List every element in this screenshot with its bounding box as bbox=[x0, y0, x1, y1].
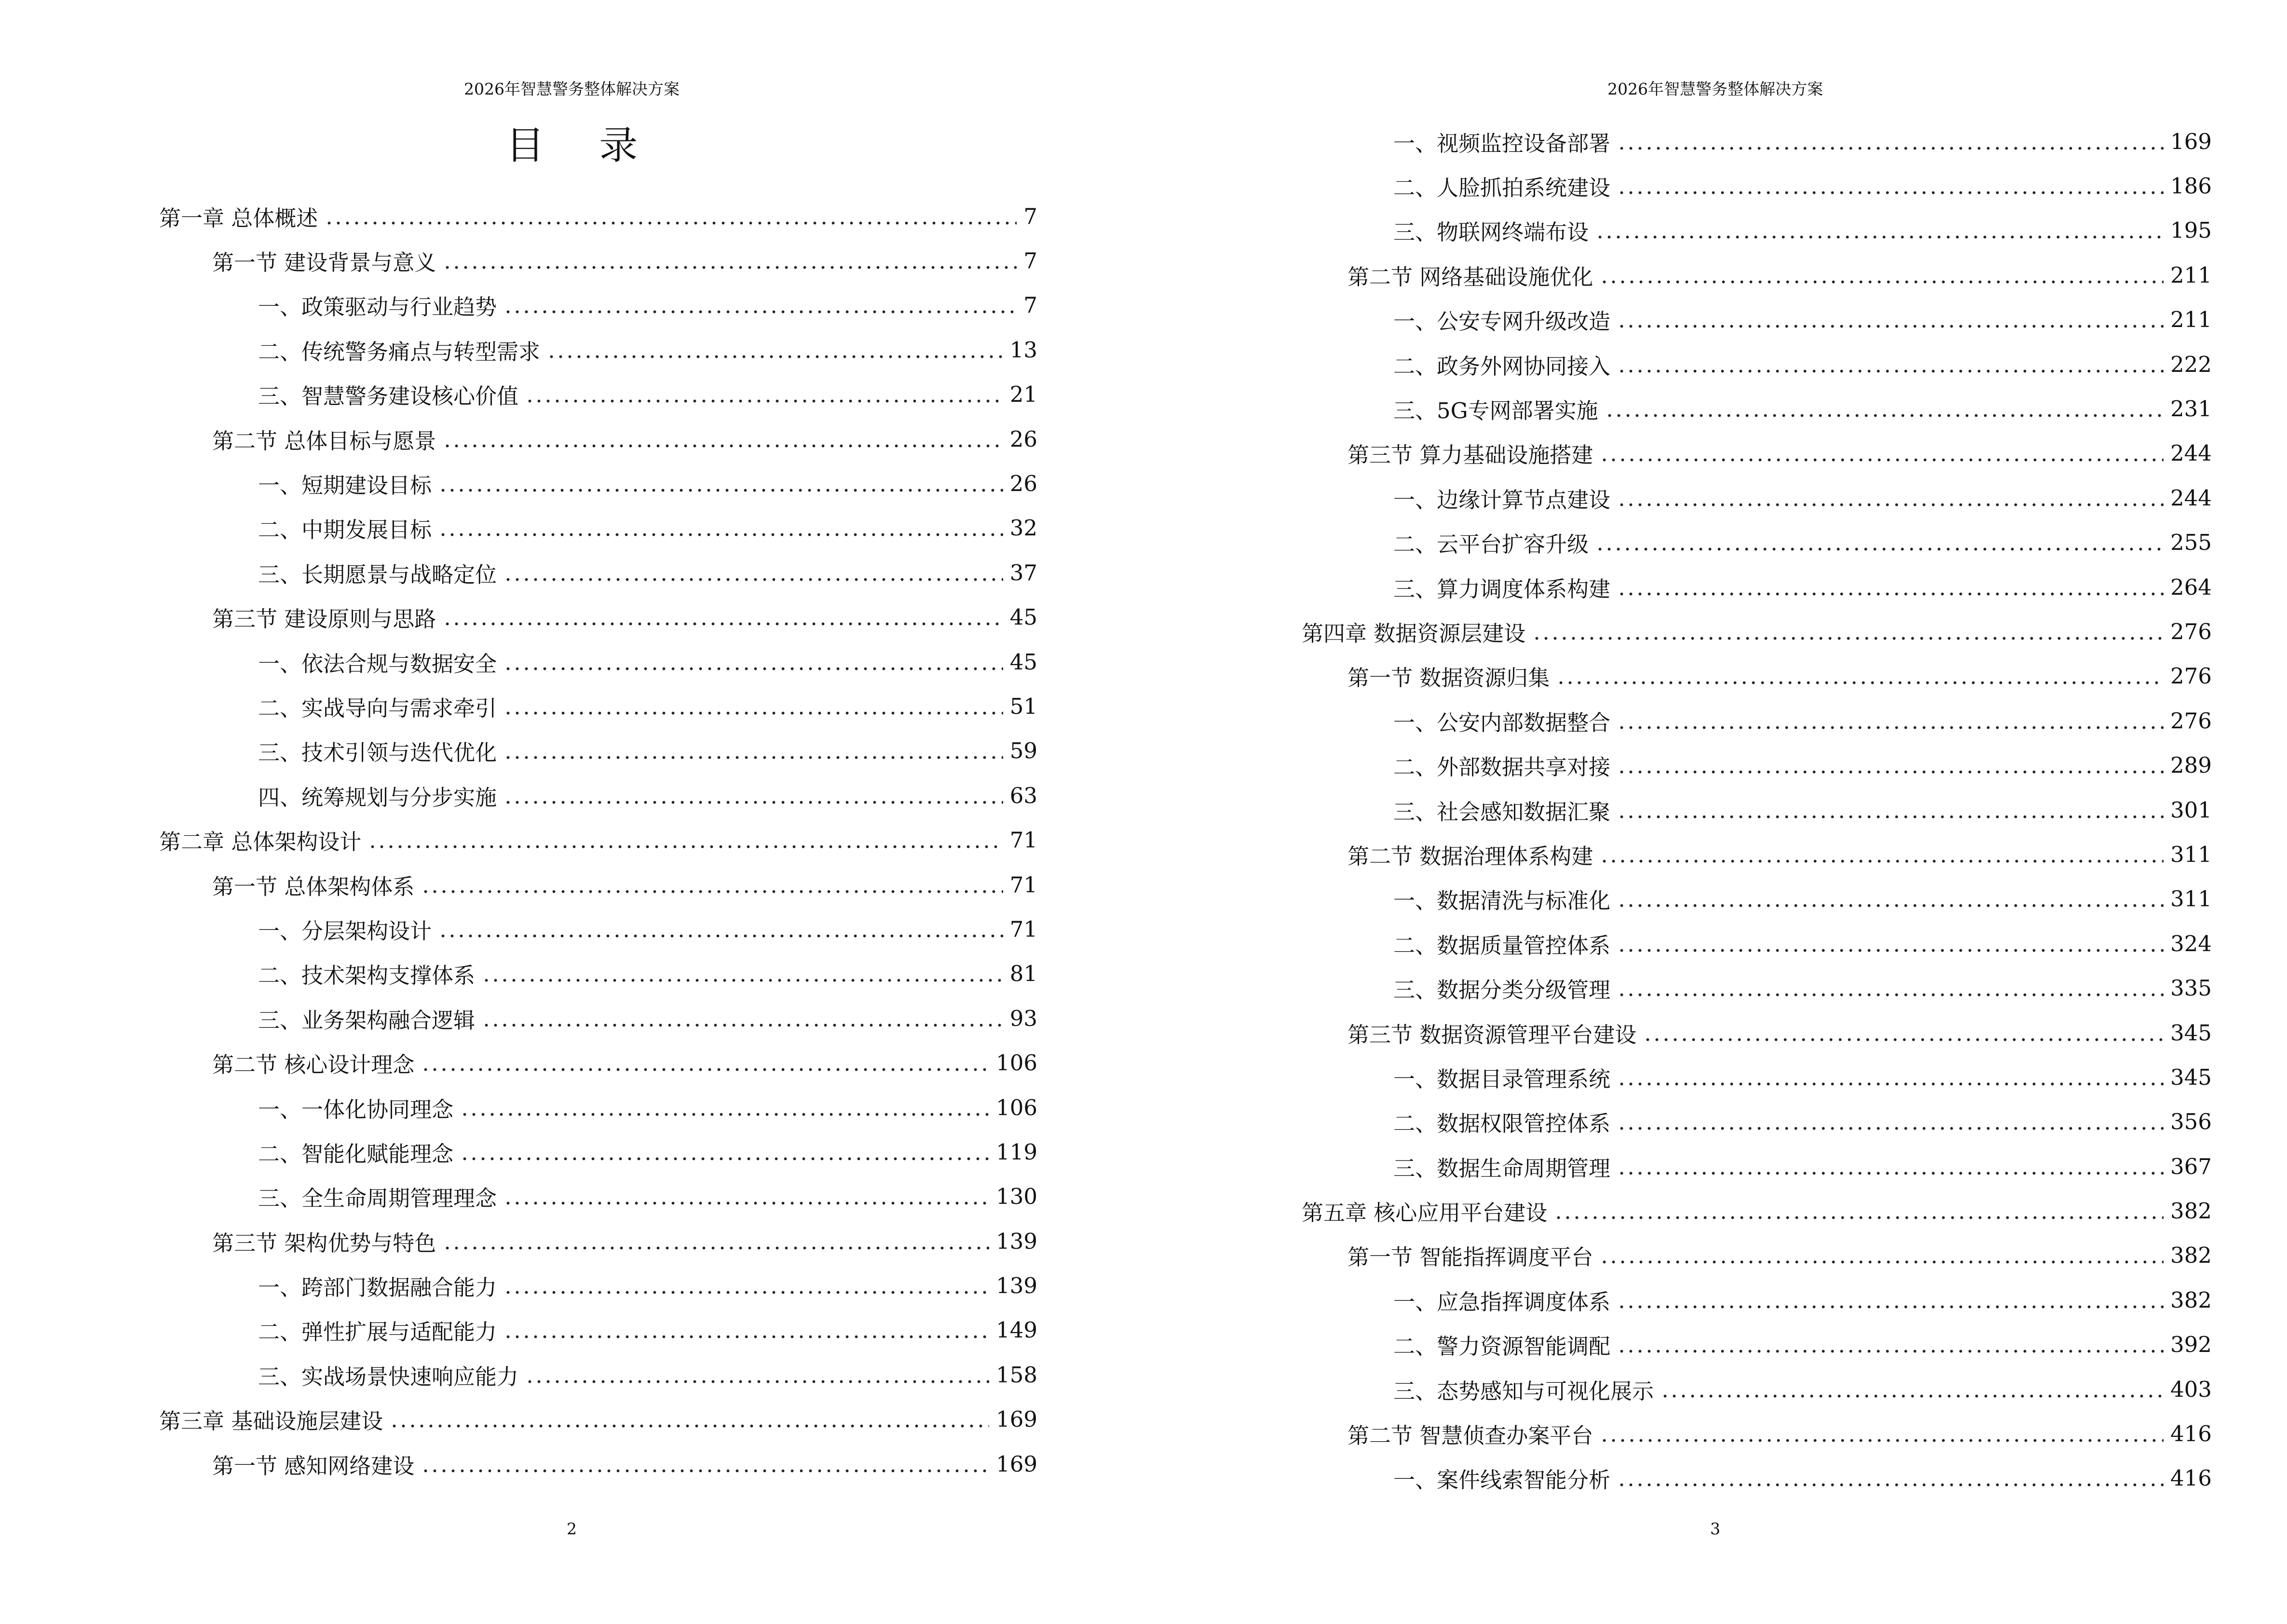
toc-entry[interactable] bbox=[0, 1263, 1144, 1308]
dot-leader bbox=[1617, 1289, 2164, 1311]
toc-entry-title: 四、统筹规划与分步实施 bbox=[258, 784, 497, 810]
toc-entry[interactable] bbox=[0, 1219, 1144, 1263]
dot-leader bbox=[1617, 1156, 2164, 1177]
toc-entry-page-number: 276 bbox=[2170, 663, 2212, 689]
toc-entry[interactable] bbox=[0, 506, 1144, 550]
dot-leader bbox=[443, 428, 1003, 450]
toc-entry-title: 第三节 数据资源管理平台建设 bbox=[1348, 1022, 1637, 1048]
toc-entry-title: 第二节 核心设计理念 bbox=[212, 1052, 415, 1078]
toc-entry-title: 第五章 核心应用平台建设 bbox=[1302, 1200, 1548, 1226]
toc-entry[interactable] bbox=[0, 461, 1144, 505]
toc-entry-title: 第一节 总体架构体系 bbox=[212, 873, 415, 900]
toc-entry[interactable] bbox=[1144, 832, 2287, 876]
dot-leader bbox=[1600, 1244, 2164, 1266]
running-header: 2026年智慧警务整体解决方案 bbox=[464, 80, 680, 98]
toc-entry[interactable] bbox=[1144, 1188, 2287, 1233]
dot-leader bbox=[1617, 754, 2164, 776]
toc-entry-page-number: 403 bbox=[2170, 1376, 2212, 1402]
toc-entry-page-number: 345 bbox=[2170, 1064, 2212, 1090]
dot-leader bbox=[1556, 665, 2164, 687]
toc-entry[interactable] bbox=[0, 640, 1144, 684]
toc-entry-page-number: 301 bbox=[2170, 797, 2212, 823]
toc-entry-title: 第二节 智慧侦查办案平台 bbox=[1348, 1423, 1593, 1449]
toc-entry-title: 一、数据目录管理系统 bbox=[1393, 1066, 1611, 1092]
toc-entry-title: 第一节 建设背景与意义 bbox=[212, 250, 436, 276]
toc-entry-title: 三、5G专网部署实施 bbox=[1393, 398, 1598, 424]
toc-entry-page-number: 356 bbox=[2170, 1109, 2212, 1135]
toc-entry-page-number: 311 bbox=[2170, 841, 2212, 867]
dot-leader bbox=[1617, 933, 2164, 955]
toc-entry-page-number: 7 bbox=[1023, 292, 1037, 318]
toc-entry-title: 第四章 数据资源层建设 bbox=[1302, 620, 1526, 646]
toc-entry-title: 三、智慧警务建设核心价值 bbox=[258, 383, 519, 409]
dot-leader bbox=[1595, 219, 2164, 241]
dot-leader bbox=[443, 250, 1017, 272]
toc-entry[interactable] bbox=[1144, 921, 2287, 966]
toc-entry[interactable] bbox=[0, 1352, 1144, 1397]
toc-entry[interactable] bbox=[1144, 1144, 2287, 1188]
toc-entry[interactable] bbox=[1144, 1055, 2287, 1099]
toc-entry-title: 一、案件线索智能分析 bbox=[1393, 1467, 1611, 1493]
toc-entry[interactable] bbox=[1144, 520, 2287, 565]
toc-entry[interactable] bbox=[0, 1085, 1144, 1130]
toc-entry-title: 一、分层架构设计 bbox=[258, 918, 432, 944]
toc-entry[interactable] bbox=[1144, 476, 2287, 520]
toc-entry-title: 第三节 建设原则与思路 bbox=[212, 606, 436, 632]
dot-leader bbox=[443, 606, 1003, 628]
toc-entry-title: 三、物联网终端布设 bbox=[1393, 219, 1589, 246]
toc-entry-title: 一、一体化协同理念 bbox=[258, 1096, 454, 1122]
toc-entry-title: 二、智能化赋能理念 bbox=[258, 1141, 454, 1167]
dot-leader bbox=[1617, 309, 2164, 330]
dot-leader bbox=[1554, 1200, 2164, 1222]
toc-entry-page-number: 119 bbox=[996, 1139, 1037, 1165]
toc-entry-title: 第一节 数据资源归集 bbox=[1348, 665, 1550, 691]
dot-leader bbox=[1617, 354, 2164, 375]
toc-entry[interactable] bbox=[1144, 1010, 2287, 1055]
toc-entry-page-number: 382 bbox=[2170, 1242, 2212, 1269]
toc-entry[interactable] bbox=[1144, 1367, 2287, 1411]
toc-entry-page-number: 149 bbox=[996, 1317, 1037, 1343]
dot-leader bbox=[504, 1186, 989, 1207]
toc-entry[interactable] bbox=[1144, 119, 2287, 164]
toc-entry-title: 三、社会感知数据汇聚 bbox=[1393, 799, 1611, 825]
toc-entry-page-number: 71 bbox=[1009, 827, 1037, 853]
dot-leader bbox=[1617, 576, 2164, 598]
toc-entry[interactable] bbox=[1144, 298, 2287, 342]
dot-leader bbox=[1661, 1378, 2164, 1400]
toc-entry-page-number: 51 bbox=[1009, 693, 1037, 719]
toc-entry[interactable] bbox=[1144, 654, 2287, 698]
dot-leader bbox=[438, 473, 1003, 494]
toc-entry-title: 三、态势感知与可视化展示 bbox=[1393, 1378, 1654, 1404]
toc-entry-title: 二、弹性扩展与适配能力 bbox=[258, 1319, 497, 1345]
toc-entry[interactable] bbox=[1144, 565, 2287, 609]
dot-leader bbox=[1643, 1022, 2164, 1044]
toc-entry[interactable] bbox=[0, 1130, 1144, 1174]
toc-entry-page-number: 106 bbox=[996, 1050, 1037, 1076]
dot-leader bbox=[368, 829, 1003, 851]
toc-entry-title: 一、短期建设目标 bbox=[258, 473, 432, 499]
dot-leader bbox=[525, 1364, 989, 1386]
toc-entry-page-number: 195 bbox=[2170, 218, 2212, 244]
toc-entry-page-number: 37 bbox=[1009, 560, 1037, 586]
running-header: 2026年智慧警务整体解决方案 bbox=[1607, 80, 1823, 98]
toc-entry-page-number: 71 bbox=[1009, 872, 1037, 898]
dot-leader bbox=[1617, 487, 2164, 509]
toc-entry-title: 二、中期发展目标 bbox=[258, 517, 432, 543]
dot-leader bbox=[1600, 442, 2164, 464]
toc-entry[interactable] bbox=[1144, 1278, 2287, 1322]
dot-leader bbox=[547, 339, 1003, 361]
toc-entry-page-number: 211 bbox=[2170, 262, 2212, 288]
toc-entry[interactable] bbox=[0, 818, 1144, 862]
toc-entry-page-number: 45 bbox=[1009, 649, 1037, 675]
dot-leader bbox=[1617, 1467, 2164, 1489]
toc-entry-title: 一、政策驱动与行业趋势 bbox=[258, 294, 497, 320]
toc-page-right bbox=[1144, 0, 2287, 1624]
toc-entry-title: 三、业务架构融合逻辑 bbox=[258, 1007, 476, 1033]
toc-entry-title: 二、警力资源智能调配 bbox=[1393, 1334, 1611, 1360]
toc-entry-page-number: 59 bbox=[1009, 738, 1037, 764]
toc-entry[interactable] bbox=[1144, 1456, 2287, 1501]
dot-leader bbox=[1617, 888, 2164, 910]
toc-entry[interactable] bbox=[0, 238, 1144, 283]
toc-entry[interactable] bbox=[0, 328, 1144, 372]
dot-leader bbox=[504, 740, 1003, 762]
dot-leader bbox=[1617, 977, 2164, 999]
toc-entry-title: 第二节 总体目标与愿景 bbox=[212, 428, 436, 454]
dot-leader bbox=[504, 1275, 989, 1296]
toc-entry[interactable] bbox=[0, 283, 1144, 328]
dot-leader bbox=[460, 1141, 989, 1163]
toc-entry-page-number: 335 bbox=[2170, 975, 2212, 1001]
toc-list bbox=[0, 194, 1144, 1486]
toc-entry-page-number: 255 bbox=[2170, 530, 2212, 556]
toc-entry[interactable] bbox=[0, 1397, 1144, 1442]
toc-entry-page-number: 130 bbox=[996, 1184, 1037, 1210]
toc-entry-page-number: 32 bbox=[1009, 515, 1037, 541]
toc-entry-page-number: 264 bbox=[2170, 574, 2212, 600]
toc-entry-page-number: 21 bbox=[1009, 382, 1037, 408]
toc-entry[interactable] bbox=[0, 773, 1144, 818]
dot-leader bbox=[1617, 710, 2164, 732]
toc-entry-page-number: 26 bbox=[1009, 426, 1037, 452]
toc-entry-title: 第二节 数据治理体系构建 bbox=[1348, 843, 1593, 869]
dot-leader bbox=[421, 874, 1003, 896]
toc-entry[interactable] bbox=[1144, 253, 2287, 297]
toc-entry-title: 三、实战场景快速响应能力 bbox=[258, 1364, 519, 1390]
toc-entry-page-number: 222 bbox=[2170, 351, 2212, 377]
toc-entry[interactable] bbox=[0, 729, 1144, 773]
toc-entry-page-number: 244 bbox=[2170, 440, 2212, 466]
toc-entry-title: 二、政务外网协同接入 bbox=[1393, 353, 1611, 379]
dot-leader bbox=[504, 1319, 989, 1341]
dot-leader bbox=[1600, 1423, 2164, 1445]
dot-leader bbox=[1617, 1334, 2164, 1355]
toc-entry-title: 二、云平台扩容升级 bbox=[1393, 532, 1589, 558]
toc-entry-title: 一、跨部门数据融合能力 bbox=[258, 1275, 497, 1301]
toc-entry-page-number: 324 bbox=[2170, 930, 2212, 956]
toc-entry-title: 三、算力调度体系构建 bbox=[1393, 576, 1611, 602]
toc-entry-page-number: 416 bbox=[2170, 1465, 2212, 1491]
toc-entry-page-number: 186 bbox=[2170, 173, 2212, 199]
toc-entry-page-number: 93 bbox=[1009, 1005, 1037, 1031]
toc-entry[interactable] bbox=[1144, 431, 2287, 476]
toc-entry[interactable] bbox=[1144, 698, 2287, 743]
dot-leader bbox=[1617, 131, 2164, 152]
toc-entry-title: 一、视频监控设备部署 bbox=[1393, 130, 1611, 156]
toc-entry-page-number: 244 bbox=[2170, 485, 2212, 511]
dot-leader bbox=[504, 696, 1003, 717]
dot-leader bbox=[421, 1052, 989, 1074]
toc-entry-page-number: 169 bbox=[2170, 128, 2212, 154]
toc-entry-page-number: 45 bbox=[1009, 604, 1037, 630]
toc-entry[interactable] bbox=[0, 1040, 1144, 1085]
page-number: 2 bbox=[567, 1519, 577, 1538]
toc-entry[interactable] bbox=[1144, 609, 2287, 654]
toc-entry[interactable] bbox=[0, 1442, 1144, 1486]
dot-leader bbox=[438, 517, 1003, 539]
toc-entry-title: 第三章 基础设施层建设 bbox=[159, 1408, 383, 1434]
toc-entry-title: 一、边缘计算节点建设 bbox=[1393, 487, 1611, 513]
toc-entry-page-number: 139 bbox=[996, 1273, 1037, 1299]
dot-leader bbox=[504, 785, 1003, 806]
toc-entry-page-number: 345 bbox=[2170, 1020, 2212, 1046]
toc-entry-page-number: 211 bbox=[2170, 307, 2212, 333]
toc-entry[interactable] bbox=[1144, 386, 2287, 431]
toc-entry[interactable] bbox=[0, 194, 1144, 238]
toc-entry[interactable] bbox=[1144, 788, 2287, 832]
toc-entry-title: 一、应急指挥调度体系 bbox=[1393, 1289, 1611, 1315]
toc-entry[interactable] bbox=[0, 550, 1144, 595]
toc-entry-page-number: 63 bbox=[1009, 782, 1037, 808]
toc-entry-page-number: 7 bbox=[1023, 248, 1037, 274]
toc-entry-title: 第一节 智能指挥调度平台 bbox=[1348, 1244, 1593, 1270]
toc-entry-page-number: 289 bbox=[2170, 752, 2212, 778]
toc-entry-title: 二、数据质量管控体系 bbox=[1393, 932, 1611, 958]
toc-entry-page-number: 158 bbox=[996, 1362, 1037, 1388]
toc-entry-title: 三、技术引领与迭代优化 bbox=[258, 740, 497, 766]
dot-leader bbox=[1617, 175, 2164, 197]
toc-entry[interactable] bbox=[1144, 877, 2287, 921]
toc-entry[interactable] bbox=[1144, 966, 2287, 1010]
toc-entry-title: 三、全生命周期管理理念 bbox=[258, 1186, 497, 1212]
toc-title: 目 录 bbox=[505, 123, 659, 168]
dot-leader bbox=[438, 918, 1003, 940]
toc-entry-page-number: 26 bbox=[1009, 471, 1037, 497]
toc-entry-page-number: 276 bbox=[2170, 618, 2212, 644]
toc-entry-title: 二、技术架构支撑体系 bbox=[258, 963, 476, 989]
toc-entry-page-number: 71 bbox=[1009, 916, 1037, 942]
toc-entry-page-number: 382 bbox=[2170, 1198, 2212, 1224]
dot-leader bbox=[1617, 1111, 2164, 1133]
dot-leader bbox=[504, 562, 1003, 584]
toc-entry[interactable] bbox=[1144, 342, 2287, 386]
dot-leader bbox=[1595, 532, 2164, 553]
toc-entry[interactable] bbox=[1144, 743, 2287, 787]
toc-entry-title: 第一节 感知网络建设 bbox=[212, 1453, 415, 1479]
dot-leader bbox=[421, 1453, 989, 1475]
toc-entry[interactable] bbox=[1144, 208, 2287, 253]
toc-entry-title: 三、数据生命周期管理 bbox=[1393, 1155, 1611, 1181]
toc-entry[interactable] bbox=[0, 1308, 1144, 1352]
dot-leader bbox=[325, 205, 1017, 227]
toc-entry[interactable] bbox=[0, 1174, 1144, 1219]
toc-entry-page-number: 311 bbox=[2170, 886, 2212, 912]
toc-entry-page-number: 367 bbox=[2170, 1153, 2212, 1179]
toc-entry[interactable] bbox=[0, 595, 1144, 640]
dot-leader bbox=[390, 1408, 989, 1430]
toc-entry-title: 第一章 总体概述 bbox=[159, 205, 318, 231]
dot-leader bbox=[1600, 844, 2164, 865]
toc-entry-title: 三、数据分类分级管理 bbox=[1393, 977, 1611, 1003]
toc-entry[interactable] bbox=[1144, 1233, 2287, 1278]
toc-entry-page-number: 81 bbox=[1009, 961, 1037, 987]
toc-entry[interactable] bbox=[0, 862, 1144, 907]
toc-entry-page-number: 382 bbox=[2170, 1287, 2212, 1313]
toc-entry[interactable] bbox=[1144, 1323, 2287, 1367]
toc-entry-title: 一、依法合规与数据安全 bbox=[258, 651, 497, 677]
toc-list bbox=[1144, 119, 2287, 1501]
dot-leader bbox=[1532, 621, 2164, 642]
toc-entry-page-number: 139 bbox=[996, 1228, 1037, 1254]
toc-entry[interactable] bbox=[0, 417, 1144, 461]
dot-leader bbox=[482, 963, 1003, 984]
dot-leader bbox=[525, 383, 1003, 405]
dot-leader bbox=[482, 1008, 1003, 1029]
dot-leader bbox=[504, 651, 1003, 673]
dot-leader bbox=[1617, 1066, 2164, 1088]
toc-entry-page-number: 169 bbox=[996, 1451, 1037, 1477]
toc-entry-title: 第三节 算力基础设施搭建 bbox=[1348, 442, 1593, 468]
dot-leader bbox=[1605, 398, 2164, 420]
toc-entry-title: 三、长期愿景与战略定位 bbox=[258, 561, 497, 587]
toc-entry-page-number: 392 bbox=[2170, 1332, 2212, 1358]
dot-leader bbox=[1617, 799, 2164, 821]
toc-entry-title: 一、公安专网升级改造 bbox=[1393, 309, 1611, 335]
toc-entry-page-number: 416 bbox=[2170, 1421, 2212, 1447]
toc-entry-title: 二、人脸抓拍系统建设 bbox=[1393, 175, 1611, 201]
toc-entry[interactable] bbox=[0, 684, 1144, 728]
toc-entry-title: 二、传统警务痛点与转型需求 bbox=[258, 339, 541, 365]
toc-entry-title: 第三节 架构优势与特色 bbox=[212, 1230, 436, 1256]
toc-entry-title: 二、数据权限管控体系 bbox=[1393, 1111, 1611, 1137]
toc-entry[interactable] bbox=[0, 996, 1144, 1040]
toc-entry-page-number: 106 bbox=[996, 1094, 1037, 1120]
toc-entry[interactable] bbox=[1144, 164, 2287, 208]
page-number: 3 bbox=[1710, 1519, 1720, 1538]
toc-entry[interactable] bbox=[0, 372, 1144, 417]
toc-entry-title: 第二章 总体架构设计 bbox=[159, 829, 362, 855]
toc-entry-page-number: 276 bbox=[2170, 708, 2212, 734]
toc-entry-title: 二、外部数据共享对接 bbox=[1393, 754, 1611, 780]
dot-leader bbox=[443, 1230, 989, 1252]
toc-entry[interactable] bbox=[1144, 1411, 2287, 1456]
toc-entry-title: 二、实战导向与需求牵引 bbox=[258, 695, 497, 721]
toc-entry-page-number: 7 bbox=[1023, 203, 1037, 229]
toc-entry-title: 一、公安内部数据整合 bbox=[1393, 710, 1611, 736]
toc-entry-page-number: 231 bbox=[2170, 396, 2212, 422]
toc-entry[interactable] bbox=[0, 907, 1144, 951]
dot-leader bbox=[460, 1097, 989, 1119]
toc-entry-page-number: 13 bbox=[1009, 337, 1037, 363]
toc-entry[interactable] bbox=[1144, 1100, 2287, 1144]
toc-entry-page-number: 169 bbox=[996, 1406, 1037, 1433]
dot-leader bbox=[1600, 264, 2164, 286]
dot-leader bbox=[504, 294, 1017, 316]
toc-entry-title: 第二节 网络基础设施优化 bbox=[1348, 264, 1593, 290]
toc-entry[interactable] bbox=[0, 952, 1144, 996]
toc-entry-title: 一、数据清洗与标准化 bbox=[1393, 888, 1611, 914]
